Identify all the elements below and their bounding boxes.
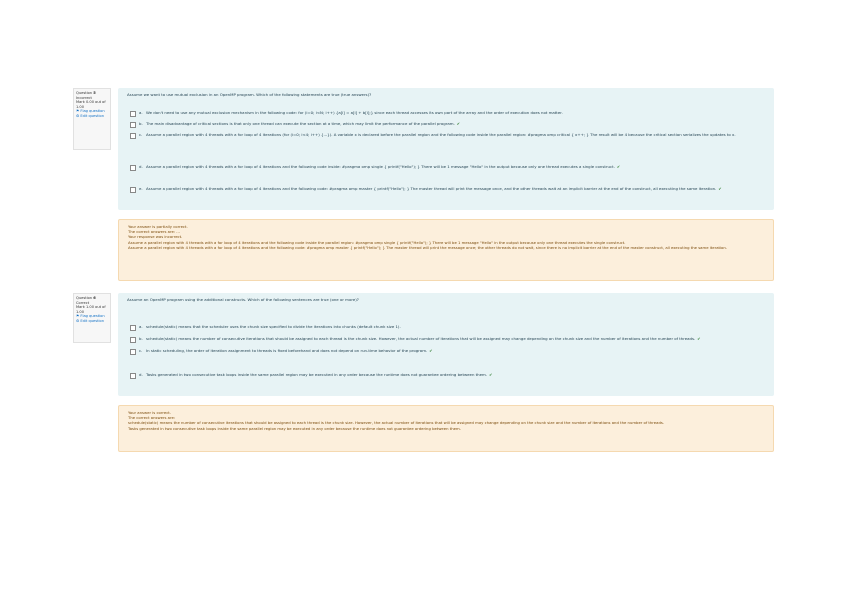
answer-checkbox[interactable] <box>130 122 136 128</box>
question-info-6 <box>73 293 111 343</box>
flag-icon: ⚑ <box>76 314 80 319</box>
question-info-5 <box>73 88 111 150</box>
feedback-line: Assume a parallel region with 4 threads with a for loop of 4 iterations and the following code inside the parallel region: #pragma omp single { printf("Hello"); } There will be 1 message "Hello" in the output because only one thread executes the single construct. <box>128 239 626 245</box>
answer-checkbox[interactable] <box>130 349 136 355</box>
question-mark: Mark 1.00 out of 1.00 <box>76 305 106 314</box>
question-mark: Mark 0.00 out of 1.00 <box>76 100 106 109</box>
question-number: Question 6 <box>76 296 96 300</box>
gear-icon: ⚙ <box>76 318 80 323</box>
flag-question-link[interactable]: ⚑ Flag question <box>76 109 105 114</box>
answer-checkbox[interactable] <box>130 337 136 343</box>
feedback-line: schedule(static) means the number of consecutive iterations that should be assigned to each thread is the chunk size. However, the actual number of iterations that will be assigned may change depending on the chunk size and the number of iterations and the number of threads. <box>128 420 665 426</box>
question-status: Incorrect <box>76 95 92 100</box>
check-icon: ✔ <box>616 164 621 169</box>
edit-question-link[interactable]: ⚙ Edit question <box>76 113 105 118</box>
check-icon: ✔ <box>456 121 461 126</box>
answer-option-b[interactable]: b. schedule(static) means the number of consecutive iterations that should be assigned to each thread is the chunk size. However, the actual number of iterations that will be assigned may change depending on the chunk size and the number of iterations and the number of threads. ✔ <box>130 336 766 343</box>
check-icon: ✔ <box>697 336 701 341</box>
question-feedback-6 <box>118 405 774 452</box>
answer-option-a[interactable]: a. schedule(static) means that the scheduler uses the chunk size specified to divide the iterations into chunks (default chunk size 1). <box>130 324 766 331</box>
answer-checkbox[interactable] <box>130 325 136 331</box>
flag-question-link[interactable]: ⚑ Flag question <box>76 314 105 319</box>
question-feedback-5 <box>118 219 774 281</box>
answer-checkbox[interactable] <box>130 133 136 139</box>
answer-option-a[interactable]: a. We don't need to use any mutual exclusion mechanism in the following code: for (i=0; i<N; i++) {a[i] = a[i] + b[i];} since each thread accesses its own part of the array and the order of execution does not matter. <box>130 110 766 117</box>
answer-checkbox[interactable] <box>130 373 136 379</box>
answer-option-c[interactable]: c. Assume a parallel region with 4 threads with a for loop of 4 iterations (for (i=0; i<4; i++) {...}). A variable x is declared before the parallel region and the following code inside the parallel region: #pragma omp critical { x++; } The result will be 4 because the critical section serializes the updates to x. <box>130 132 766 139</box>
answer-checkbox[interactable] <box>130 165 136 171</box>
answer-option-c[interactable]: c. In static scheduling, the order of iteration assignment to threads is fixed beforehand and does not depend on run-time behavior of the program. ✔ <box>130 348 766 355</box>
flag-icon: ⚑ <box>76 109 80 114</box>
question-text: Assume an OpenMP program using the additional constructs. Which of the following sentences are true (one or more)? <box>127 297 359 302</box>
check-icon: ✔ <box>718 186 722 191</box>
feedback-line: The correct answers are: ... <box>128 229 180 235</box>
question-formulation-6 <box>118 293 774 396</box>
question-text: Assume we want to use mutual exclusion in an OpenMP program. Which of the following statements are true (true answers)? <box>127 92 372 97</box>
edit-question-link[interactable]: ⚙ Edit question <box>76 318 105 323</box>
feedback-line: Your response was incorrect. <box>128 234 183 240</box>
feedback-line: Assume a parallel region with 4 threads with a for loop of 4 iterations and the following code: #pragma omp master { printf("Hello"); } The master thread will print the message once; the other threads do not wait, since there is no implicit barrier at the end of the master construct, all executing the same iteration. <box>128 244 727 250</box>
question-number: Question 5 <box>76 91 96 95</box>
check-icon: ✔ <box>429 348 433 353</box>
answer-checkbox[interactable] <box>130 111 136 117</box>
answer-option-e[interactable]: e. Assume a parallel region with 4 threads with a for loop of 4 iterations and the following code: #pragma omp master { printf("Hello"); } The master thread will print the message once, and the other threads wait at an implicit barrier at the end of the construct, all executing the same iteration. ✔ <box>130 186 766 193</box>
answer-option-b[interactable]: b. The main disadvantage of critical sections is that only one thread can execute the section at a time, which may limit the performance of the parallel program. ✔ <box>130 121 766 128</box>
feedback-line: Your answer is partially correct. <box>128 224 188 229</box>
check-icon: ✔ <box>489 372 493 377</box>
question-status: Correct <box>76 300 90 305</box>
feedback-line: Tasks generated in two consecutive task loops inside the same parallel region may be executed in any order because the runtime does not guarantee ordering between them. <box>128 425 461 431</box>
feedback-line: Your answer is correct. <box>128 410 171 415</box>
feedback-line: The correct answers are: <box>128 415 176 421</box>
answer-option-d[interactable]: d. Tasks generated in two consecutive task loops inside the same parallel region may be executed in any order because the runtime does not guarantee ordering between them. ✔ <box>130 372 766 379</box>
question-formulation-5 <box>118 88 774 210</box>
answer-option-d[interactable]: d. Assume a parallel region with 4 threads with a for loop of 4 iterations and the following code inside: #pragma omp single { printf("Hello"); } There will be 1 message "Hello" in the output because only one thread executes a single construct. ✔ <box>130 164 766 171</box>
answer-checkbox[interactable] <box>130 187 136 193</box>
gear-icon: ⚙ <box>76 113 80 118</box>
